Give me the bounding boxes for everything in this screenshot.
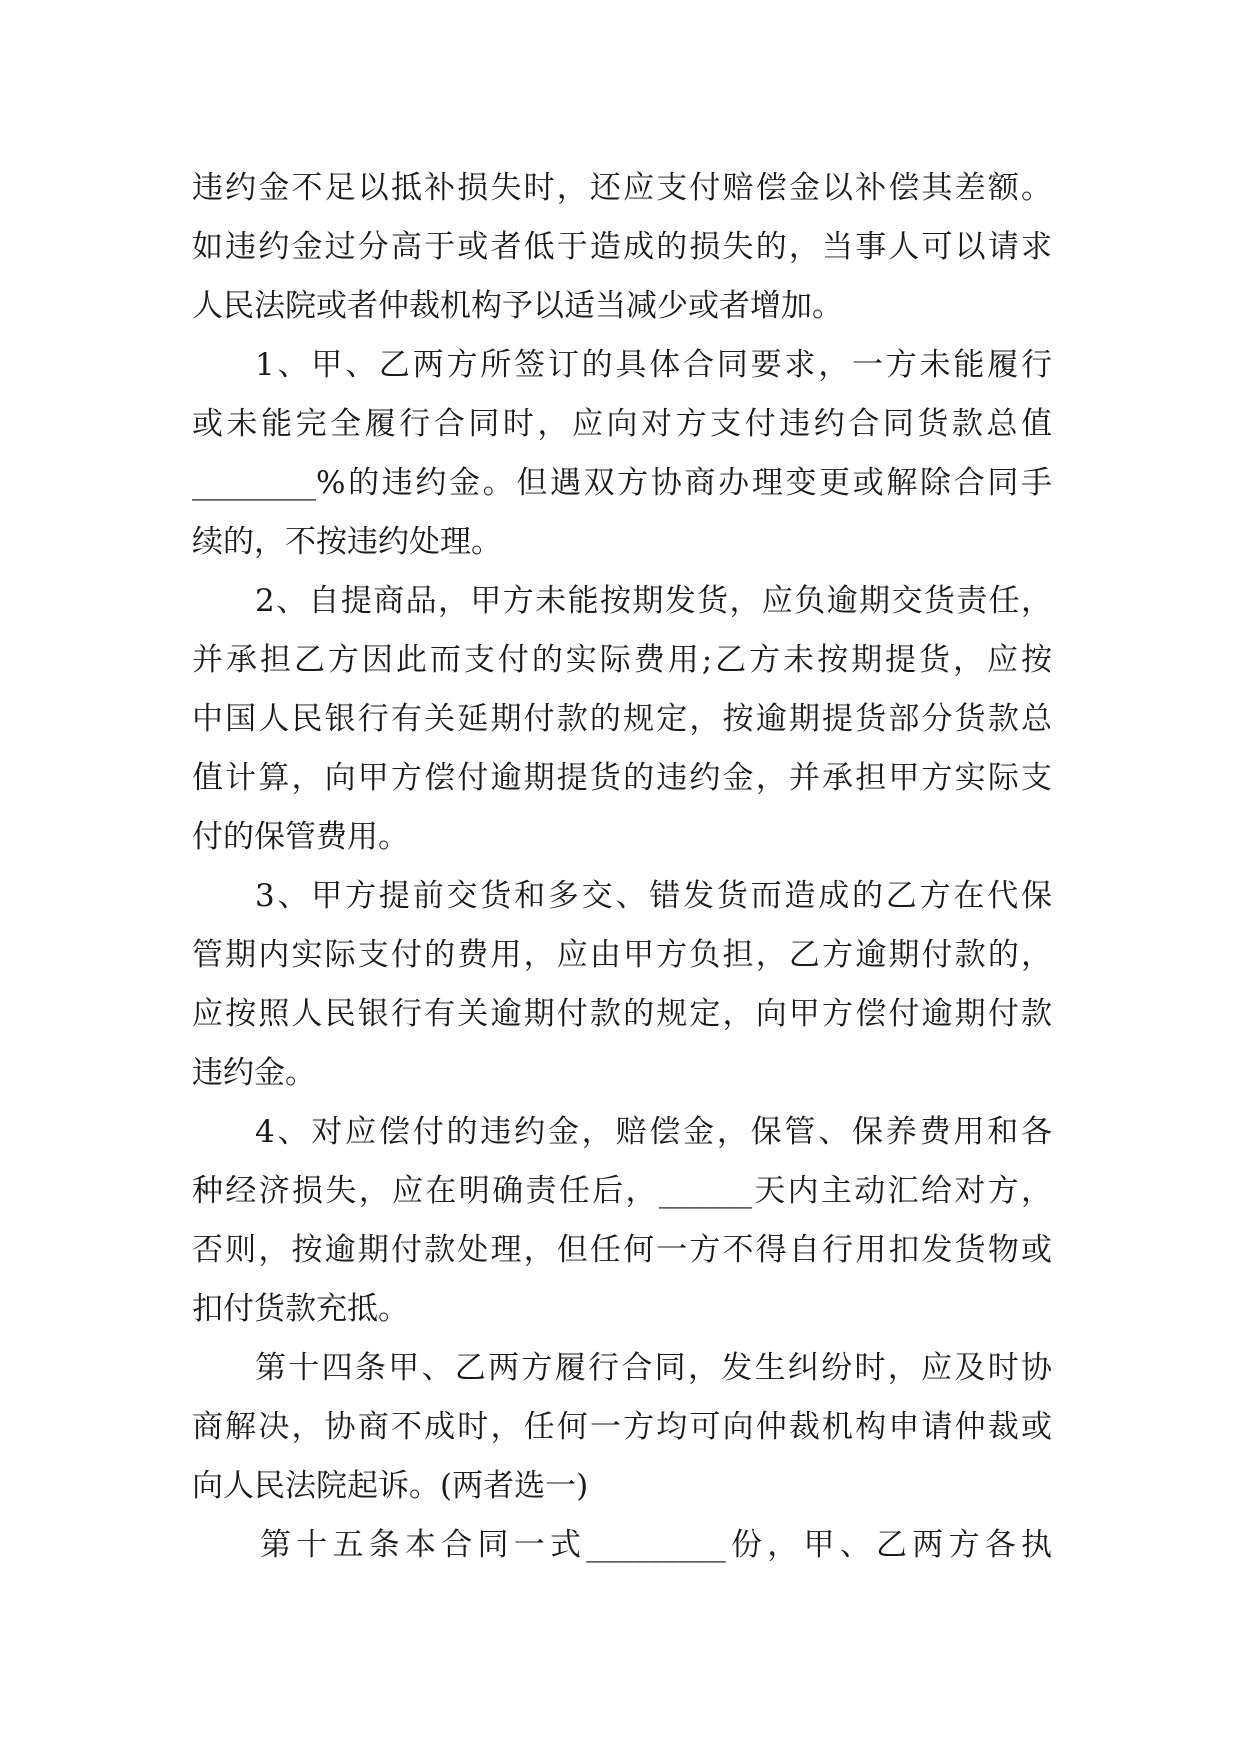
text-line: 第十四条甲、乙两方履行合同，发生纠纷时，应及时协 [255, 1350, 1052, 1386]
text-line: 商解决，协商不成时，任何一方均可向仲裁机构申请仲裁或 [192, 1409, 1052, 1445]
text-line: 并承担乙方因此而支付的实际费用;乙方未按期提货，应按 [192, 642, 1052, 678]
text-line: 3、甲方提前交货和多交、错发货而造成的乙方在代保 [255, 878, 1052, 914]
text-line: 种经济损失，应在明确责任后，______天内主动汇给对方， [192, 1173, 1052, 1209]
text-line: 1、甲、乙两方所签订的具体合同要求，一方未能履行 [255, 347, 1052, 383]
text-line: 2、自提商品，甲方未能按期发货，应负逾期交货责任， [255, 583, 1052, 619]
text-line: 扣付货款充抵。 [192, 1291, 409, 1327]
text-line: ________%的违约金。但遇双方协商办理变更或解除合同手 [192, 465, 1052, 501]
text-line: 否则，按逾期付款处理，但任何一方不得自行用扣发货物或 [192, 1232, 1052, 1268]
text-line: 向人民法院起诉。(两者选一) [192, 1468, 589, 1504]
text-line: 续的，不按违约处理。 [192, 524, 502, 560]
text-line: 管期内实际支付的费用，应由甲方负担，乙方逾期付款的， [192, 937, 1052, 973]
text-line: 违约金。 [192, 1055, 316, 1091]
text-line: 或未能完全履行合同时，应向对方支付违约合同货款总值 [192, 406, 1052, 442]
text-line: 人民法院或者仲裁机构予以适当减少或者增加。 [192, 288, 843, 324]
text-line: 值计算，向甲方偿付逾期提货的违约金，并承担甲方实际支 [192, 760, 1052, 796]
text-line: 付的保管费用。 [192, 819, 409, 855]
text-line: 应按照人民银行有关逾期付款的规定，向甲方偿付逾期付款 [192, 996, 1052, 1032]
text-line: 中国人民银行有关延期付款的规定，按逾期提货部分货款总 [192, 701, 1052, 737]
text-line: 如违约金过分高于或者低于造成的损失的，当事人可以请求 [192, 229, 1052, 265]
text-line: 第十五条本合同一式_________份，甲、乙两方各执 [260, 1527, 1052, 1563]
text-line: 4、对应偿付的违约金，赔偿金，保管、保养费用和各 [255, 1114, 1052, 1150]
text-line: 违约金不足以抵补损失时，还应支付赔偿金以补偿其差额。 [192, 170, 1052, 206]
